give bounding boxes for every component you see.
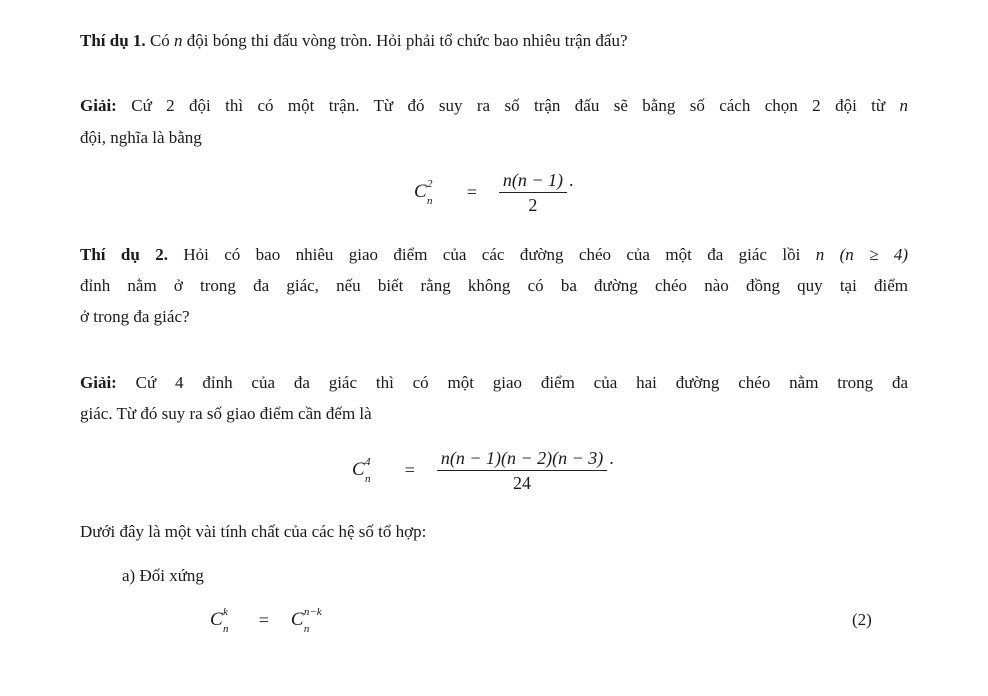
properties-intro: Dưới đây là một vài tính chất của các hệ số tổ hợp: xyxy=(80,522,427,541)
formula-1-subscript: n xyxy=(427,195,433,207)
equals-sign: = xyxy=(466,182,477,202)
formula-3-lhs-subscript: n xyxy=(223,623,229,635)
solution-2-label: Giải: xyxy=(80,373,117,392)
example-1-text-post: đội bóng thi đấu vòng tròn. Hỏi phải tổ chức bao nhiêu trận đấu? xyxy=(182,31,628,50)
fraction-denominator: 2 xyxy=(528,194,538,215)
equals-sign: = xyxy=(404,460,415,480)
example-2-condition: n (n ≥ 4) xyxy=(815,245,909,264)
example-2-line-2: đỉnh nằm ở trong đa giác, nếu biết rằng không có ba đường chéo nào đồng quy tại điểm xyxy=(80,276,908,295)
formula-1-superscript: 2 xyxy=(427,178,433,190)
solution-2-line-1 xyxy=(80,369,908,397)
solution-1-line-2: đội, nghĩa là bằng xyxy=(80,128,202,147)
equals-sign: = xyxy=(258,610,269,630)
fraction xyxy=(499,168,567,217)
fraction xyxy=(437,446,607,495)
solution-2-text: Cứ 4 đỉnh của đa giác thì có một giao điểm của hai đường chéo nằm trong đa xyxy=(116,373,908,392)
example-2-line-3: ở trong đa giác? xyxy=(80,307,190,326)
combination-symbol: C 2 n xyxy=(414,178,427,206)
formula-3-rhs-subscript: n xyxy=(303,623,310,635)
example-2-line-1 xyxy=(80,241,908,269)
solution-1-line-1 xyxy=(80,92,908,120)
formula-2-subscript: n xyxy=(365,473,371,485)
formula-2-period: . xyxy=(609,448,614,468)
example-1-text-pre: Có xyxy=(145,31,175,50)
property-a-heading: a) Đối xứng xyxy=(122,566,204,585)
solution-2-line-2: giác. Từ đó suy ra số giao điểm cần đếm là xyxy=(80,404,372,423)
formula-2-superscript: 4 xyxy=(365,456,371,468)
solution-1-variable: n xyxy=(899,96,908,115)
fraction-numerator: n(n − 1)(n − 2)(n − 3) xyxy=(437,446,607,471)
fraction-denominator: 24 xyxy=(513,472,532,493)
example-2-text: Hỏi có bao nhiêu giao điểm của các đường chéo của một đa giác lồi xyxy=(167,245,816,264)
combination-symbol-rhs: C n−k n xyxy=(291,606,304,634)
formula-combination-2 xyxy=(414,166,573,218)
formula-3-lhs-superscript: k xyxy=(223,606,228,618)
formula-3-rhs-superscript: n−k xyxy=(303,606,322,618)
example-1-label: Thí dụ 1. xyxy=(80,31,146,50)
example-2-label: Thí dụ 2. xyxy=(80,245,168,264)
fraction-numerator: n(n − 1) xyxy=(499,168,567,193)
example-1-variable: n xyxy=(174,31,183,50)
combination-symbol-lhs: C k n xyxy=(210,606,223,634)
combination-symbol: C 4 n xyxy=(352,456,365,484)
equation-number: (2) xyxy=(852,610,872,629)
solution-1-label: Giải: xyxy=(80,96,117,115)
solution-1-text: Cứ 2 đội thì có một trận. Từ đó suy ra số trận đấu sẽ bằng số cách chọn 2 đội từ xyxy=(116,96,900,115)
formula-symmetry xyxy=(210,606,322,635)
example-1-line xyxy=(80,27,628,55)
formula-combination-4 xyxy=(352,444,614,496)
formula-1-period: . xyxy=(568,170,574,190)
